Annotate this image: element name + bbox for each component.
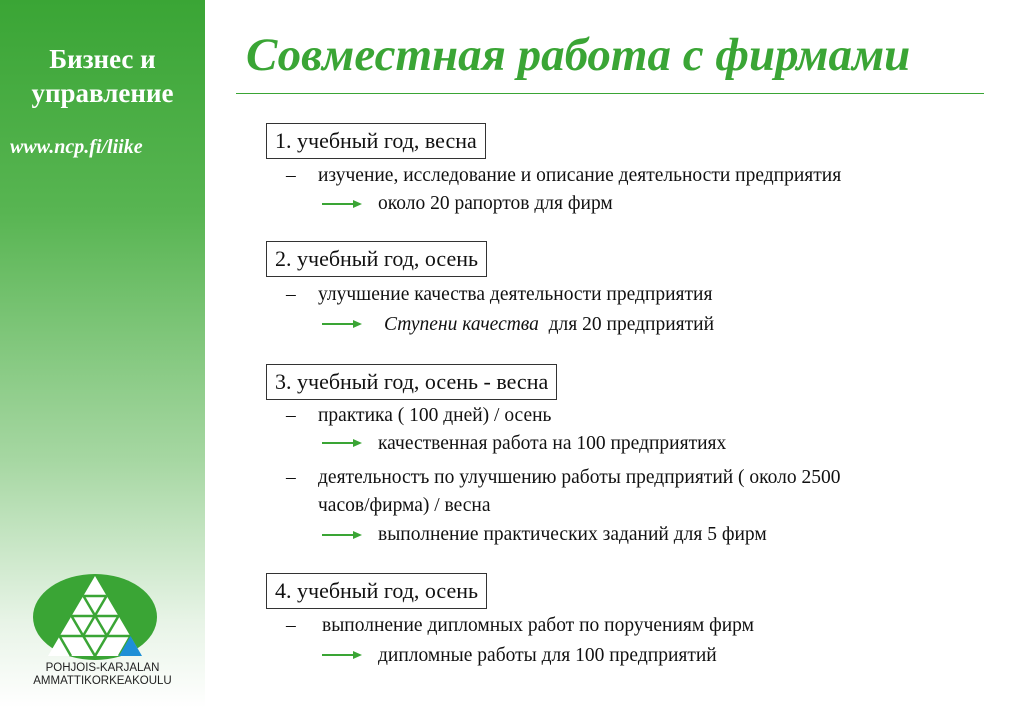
logo-caption-line-2: AMMATTIKORKEAKOULU [33, 675, 172, 687]
section-2-item-1-text: улучшение качества деятельности предприятия [318, 284, 713, 305]
section-3-item-2-text-line-1: деятельностъ по улучшению работы предприятий ( около 2500 [318, 467, 841, 488]
section-2-item-1-result [384, 311, 714, 338]
right-arrow-icon [322, 530, 362, 540]
right-arrow-icon [322, 650, 362, 660]
dash-icon: – [286, 467, 296, 488]
section-3-item-2-result: выполнение практических заданий для 5 фирм [378, 524, 767, 545]
right-arrow-icon [322, 438, 362, 448]
sidebar [0, 0, 205, 708]
logo-caption-line-1: POHJOIS-KARJALAN [45, 662, 160, 674]
dash-icon: – [286, 284, 296, 305]
brand-line-2: управление [31, 78, 174, 108]
section-1-heading: 1. учебный год, весна [266, 123, 486, 159]
page-title: Совместная работа с фирмами [246, 29, 911, 81]
right-arrow-icon [322, 319, 362, 329]
brand-line-1: Бизнес и [49, 44, 156, 74]
section-3-item-2-text-line-2: часов/фирма) / весна [318, 495, 491, 516]
section-1-item-1-text: изучение, исследование и описание деятельности предприятия [318, 165, 842, 186]
section-1-item-1-result: около 20 рапортов для фирм [378, 193, 613, 214]
title-divider [236, 93, 984, 94]
section-2-item-1-result-text: для 20 предприятий [548, 314, 715, 335]
brand-title [0, 42, 205, 110]
section-4-heading: 4. учебный год, осень [266, 573, 487, 609]
section-3-item-1-text: практика ( 100 дней) / осень [318, 405, 552, 426]
section-2-heading: 2. учебный год, осень [266, 241, 487, 277]
dash-icon: – [286, 405, 296, 426]
section-3-heading: 3. учебный год, осень - весна [266, 364, 557, 400]
dash-icon: – [286, 165, 296, 186]
right-arrow-icon [322, 199, 362, 209]
quality-steps-label: Ступени качества [384, 314, 539, 335]
website-link[interactable]: www.ncp.fi/liike [10, 136, 143, 158]
university-logo [30, 572, 160, 662]
section-3-item-1-result: качественная работа на 100 предприятиях [378, 433, 727, 454]
dash-icon: – [286, 615, 296, 636]
section-4-item-1-text: выполнение дипломных работ по поручениям фирм [322, 615, 754, 636]
logo-caption [0, 662, 205, 688]
section-4-item-1-result: дипломные работы для 100 предприятий [378, 645, 717, 666]
